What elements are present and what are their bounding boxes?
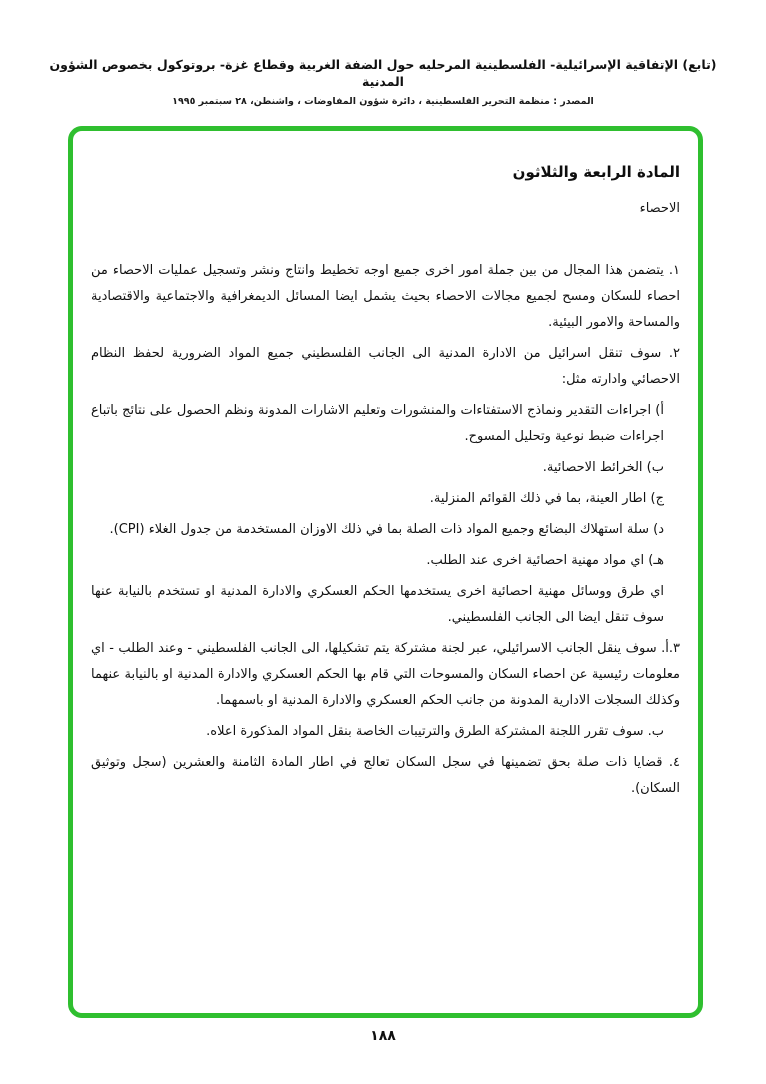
document-header (30, 56, 736, 107)
article-title: المادة الرابعة والثلاثون (512, 163, 680, 181)
paragraph: ٤. قضايا ذات صلة بحق تضمينها في سجل السكان تعالج في اطار المادة الثامنة والعشرين (سجل وتوثيق السكان). (91, 755, 680, 796)
paragraph: ب) الخرائط الاحصائية. (542, 460, 664, 475)
paragraph: ٣.أ. سوف ينقل الجانب الاسرائيلي، عبر لجنة مشتركة يتم تشكيلها، الى الجانب الفلسطيني - وعند الطلب - اي معلومات رئيسية عن احصاء السكان والمسوحات التي قام بها الحكم العسكري والادارة المدنية او بالنيابة عنهما وكذلك السجلات الادارية المدونة من جانب الحكم العسكري والادارة المدنية او باسمهما. (91, 641, 680, 708)
paragraph: أ) اجراءات التقدير ونماذج الاستفتاءات والمنشورات وتعليم الاشارات المدونة ونظم الحصول على نتائج باتباع اجراءات ضبط نوعية وتحليل المسوح. (91, 403, 664, 444)
page-number: ١٨٨ (370, 1028, 396, 1044)
content-box (68, 126, 703, 1018)
header-title: (تابع) الإتفاقية الإسرائيلية- الفلسطينية المرحليه حول الضفة الغربية وقطاع غزة- بروتوكول بخصوص الشؤون المدنية (49, 57, 717, 89)
paragraph: د) سلة استهلاك البضائع وجميع المواد ذات الصلة بما في ذلك الاوزان المستخدمة من جدول الغلاء (CPI). (109, 522, 664, 537)
article-subtitle: الاحصاء (639, 201, 680, 216)
article-body (91, 258, 680, 802)
paragraph: اي طرق ووسائل مهنية احصائية اخرى يستخدمها الحكم العسكري والادارة المدنية او تستخدم بالنيابة عنها سوف تنقل ايضا الى الجانب الفلسطيني. (91, 584, 664, 625)
paragraph: ب. سوف تقرر اللجنة المشتركة الطرق والترتيبات الخاصة بنقل المواد المذكورة اعلاه. (206, 724, 664, 739)
paragraph: هـ) اي مواد مهنية احصائية اخرى عند الطلب. (426, 553, 664, 568)
paragraph: ٢. سوف تنقل اسرائيل من الادارة المدنية الى الجانب الفلسطيني جميع المواد الضرورية لحفظ النظام الاحصائي وادارته مثل: (91, 346, 680, 387)
header-source-line: المصدر : منظمة التحرير الفلسطينية ، دائرة شؤون المفاوضات ، واشنطن، ٢٨ سبتمبر ١٩٩٥ (172, 96, 594, 107)
paragraph: ج) اطار العينة، بما في ذلك القوائم المنزلية. (429, 491, 664, 506)
paragraph: ١. يتضمن هذا المجال من بين جملة امور اخرى جميع اوجه تخطيط وانتاج ونشر وتسجيل عمليات الاحصاء من احصاء للسكان ومسح لجميع مجالات الاحصاء بحيث يشمل ايضا المسائل الديمغرافية والاجتماعية والاقتصادية والمساحة والامور البيئية. (91, 263, 680, 330)
